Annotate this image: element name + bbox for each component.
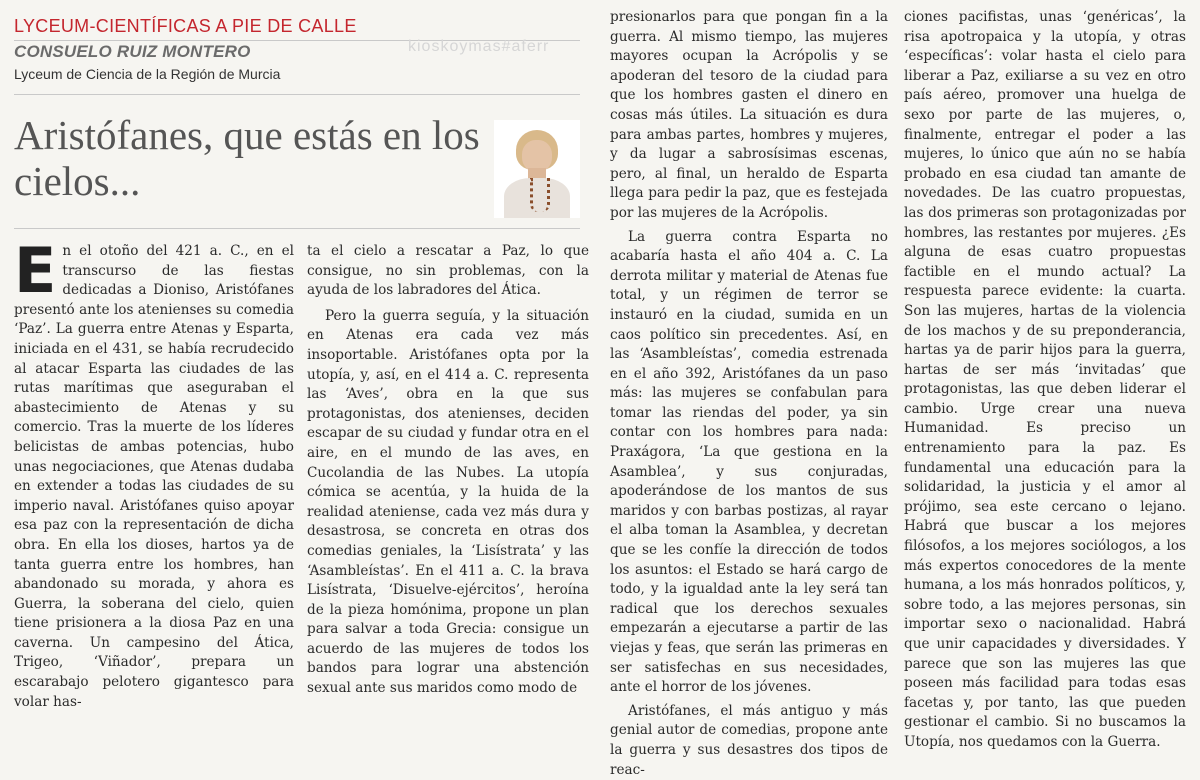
header-bottom-divider [14, 94, 580, 95]
body-paragraph: presionarlos para que pongan fin a la guerra. Al mismo tiempo, las mujeres mayores ocupan la Acrópolis y se apoderan del tesoro de la ciudad para que los hombres gasten el dinero en cosas más útiles. La situación es dura para ambas partes, hombres y mujeres, y da lugar a sabrosísimas escenas, pero, al final, un heraldo de Esparta llega para pedir la paz, que es festejada por las mujeres de la Acrópolis. [610, 9, 888, 221]
body-paragraph: ta el cielo a rescatar a Paz, lo que consigue, no sin problemas, con la ayuda de los labradores del Ática. [307, 243, 589, 299]
body-paragraph: La guerra contra Esparta no acabaría hasta el año 404 a. C. La derrota militar y material de Atenas fue total, y un régimen de terror se instauró en la ciudad, sumida en un caos político sin precedentes. Así, en las ‘Asambleístas’, comedia estrenada en el año 392, Aristófanes da un paso más: las mujeres se confabulan para tomar las riendas del poder, ya sin contar con los hombres para nada: Praxágora, ‘La que gestiona en la Asamblea’, y sus conjuradas, apoderándose de los mantos de sus maridos y con barbas postizas, al rayar el alba toman la Asamblea, y decretan que se les confíe la dirección de todos los asuntos: el Estado se hará cargo de todo, y la igualdad ante la ley será tan radical que los derechos sexuales empezarán a ejecutarse a partir de las viejas y feas, que serán las primeras en ser satisfechas en sus necesidades, ante el horror de los jóvenes. [610, 228, 888, 696]
drop-cap: E [14, 234, 57, 307]
article-headline: Aristófanes, que estás en los cielos... [14, 112, 480, 204]
body-paragraph: Aristófanes, el más antiguo y más genial autor de comedias, propone ante la guerra y sus desastres dos tipos de reac- [610, 702, 888, 778]
text-column-4 [904, 8, 1186, 753]
author-portrait-icon [494, 120, 580, 218]
text-column-2 [307, 242, 589, 699]
text-column-1 [14, 234, 294, 712]
author-affiliation: Lyceum de Ciencia de la Región de Murcia [14, 66, 281, 82]
body-paragraph: Pero la guerra seguía, y la situación en Atenas era cada vez más insoportable. Aristófanes opta por la utopía, y, así, en el 414 a. C. representa las ‘Aves’, obra en la que sus protagonistas, dos atenienses, deciden escapar de su ciudad y fundar otra en el aire, en el mundo de las aves, en Cucolandia de las Nubes. La utopía cómica se acentúa, y la huida de la realidad ateniense, cada vez más dura y desastrosa, se concreta en otras dos comedias geniales, la ‘Lisístrata’ y las ‘Asambleístas’. En el 411 a. C. la brava Lisístrata, ‘Disuelve-ejércitos’, heroína de la pieza homónima, propone un plan para salvar a toda Grecia: consigue un acuerdo de las mujeres de todos los bandos para lograr una abstención sexual ante sus maridos como modo de [307, 307, 589, 697]
paragraph-text: n el otoño del 421 a. C., en el transcurso de las fiestas dedicadas a Dioniso, Aristófanes presentó ante los atenienses su comedia ‘Paz’. La guerra entre Atenas y Esparta, iniciada en el 431, se había recrudecido al atacar Esparta las ciudades de las rutas marítimas que aseguraban el abastecimiento de Atenas y su comercio. Tras la muerte de los líderes belicistas de ambas potencias, hubo unas negociaciones, que Atenas dudaba en extender a todas las ciudades de su imperio naval. Aristófanes quiso apoyar esa paz con la representación de dicha obra. En ella los dioses, hartos ya de tanta guerra entre los hombres, han abandonado su morada, y ahora es Guerra, la soberana del cielo, quien tiene prisionera a la diosa Paz en una caverna. Un campesino del Ática, Trigeo, ‘Viñador’, prepara un escarabajo pelotero gigantesco para volar has- [14, 243, 294, 710]
text-column-3 [610, 8, 888, 780]
author-name: CONSUELO RUIZ MONTERO [14, 42, 251, 61]
section-label: LYCEUM-CIENTÍFICAS A PIE DE CALLE [14, 16, 357, 36]
body-paragraph [14, 234, 294, 712]
headline-divider [14, 228, 580, 229]
watermark: kioskoymas#aferr [408, 38, 550, 55]
body-paragraph: ciones pacifistas, unas ‘genéricas’, la risa apotropaica y la utopía, y otras ‘específicas’: volar hasta el cielo para liberar a Paz, exiliarse a su vez en otro país aéreo, promover una huelga de sexo por parte de las mujeres, o, finalmente, entregar el poder a las mujeres, lo único que aún no se había probado en esa ciudad tan amante de novedades. De las cuatro propuestas, las dos primeras son protagonizadas por hombres, las restantes por mujeres. ¿Es alguna de esas cuatro propuestas factible en el mundo actual? La respuesta parece evidente: la cuarta. Son las mujeres, hartas de la violencia de los machos y de su preponderancia, hartas ya de parir hijos para la guerra, hartas de ser más ‘invitadas’ que protagonistas, las que deben liderar el cambio. Urge crear una nueva Humanidad. Es preciso un entrenamiento para la paz. Es fundamental una educación para la solidaridad, la justicia y el amor al prójimo, sea este cercano o lejano. Habrá que buscar a los mejores filósofos, a los mejores sociólogos, a los más expertos conocedores de la mente humana, a los más honrados políticos, y, sobre todo, a las mejores personas, sin importar sexo o nacionalidad. Habrá que unir capacidades y diversidades. Y parece que son las mujeres las que poseen más facilidad para todas esas facetas y, por tanto, las que pueden gestionar el cambio. Si no buscamos la Utopía, nos quedamos con la Guerra. [904, 9, 1186, 750]
